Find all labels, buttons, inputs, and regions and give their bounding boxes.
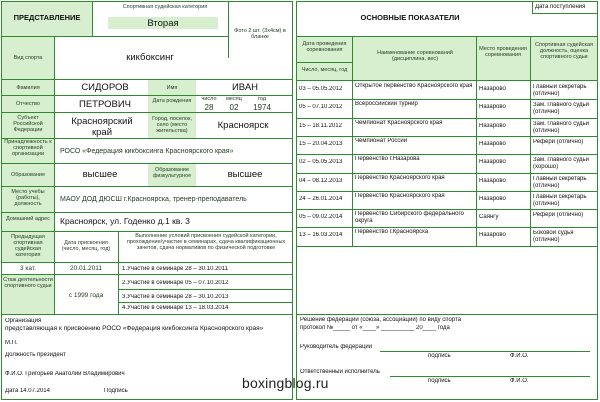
head-label: Руководитель федерации — [300, 344, 373, 350]
row-place: Назарово — [479, 104, 506, 110]
work-value: МАОУ ДОД ДЮСШ г.Красноярска, тренер-преподаватель — [60, 196, 247, 203]
bottom-date: Дата 14.07.2014 — [5, 388, 50, 394]
row-competition: Первенство г.Красноярска — [355, 229, 429, 235]
bottom-sign: Подпись — [104, 388, 128, 394]
address-label: Домашний адрес — [6, 216, 50, 222]
col-date-header: Дата проведения соревнования — [302, 41, 347, 53]
row-date: 24 – 26.01.2014 — [299, 196, 343, 202]
col-place-header: Место проведения соревнования — [479, 46, 527, 58]
row-competition: Первенство г.Назарова — [355, 156, 420, 162]
name-value: ИВАН — [231, 82, 259, 93]
row-role: Зам. главного судьи (отлично) — [533, 121, 589, 134]
row-date: 04 – 08.12.2013 — [299, 178, 343, 184]
edu-phys-value: высшее — [227, 169, 263, 180]
date-received-label: Дата поступления — [535, 4, 586, 10]
row-role: Зам. главного судьи (хорошо) — [533, 157, 589, 170]
row-competition: Открытое первенство Красноярского края — [355, 83, 473, 89]
birth-year-header: год — [257, 96, 267, 102]
executor-fio-label: Ф.И.О. — [510, 378, 529, 384]
exp-label: Стаж деятельности спортивного судьи — [3, 277, 53, 289]
row-place: Назарово — [479, 196, 506, 202]
row-place: Назарово — [479, 178, 506, 184]
city-value: Красноярск — [217, 120, 269, 131]
birth-month-header: месяц — [226, 96, 242, 102]
assign-date-label: Дата присвоения (число, месяц, год) — [61, 240, 111, 252]
sport-value: кикбоксинг — [126, 52, 174, 63]
row-place: Назарово — [479, 159, 506, 165]
row-place: Назарово — [479, 123, 506, 129]
row-competition: Всероссийский турнир — [355, 101, 418, 107]
head-fio-label: Ф.И.О. — [510, 353, 529, 359]
org-value: РОСО «Федерация кикбоксинга Красноярского края» — [60, 148, 234, 155]
surname-label: Фамилия — [16, 85, 40, 91]
prev-cat-label: Предыдущая спортивная судейская категория — [11, 234, 45, 258]
row-place: Саянгу — [479, 214, 499, 220]
prev-cat-value: 3 кат. — [20, 265, 36, 272]
condition-2: 2.Участие в семинаре 05 – 07.10.2012 — [122, 280, 229, 286]
subject-label: Субъект Российской Федерации — [13, 115, 43, 133]
name-label: Имя — [166, 85, 178, 91]
category-value: Вторая — [147, 18, 179, 29]
row-competition: Первенство Красноярского края — [355, 193, 445, 199]
subject-value: Красноярский край — [71, 116, 133, 138]
org-label: Принадлежность к спортивной организации — [4, 139, 52, 157]
bottom-mp: М.П. — [5, 340, 18, 346]
decision-line-2: протокол №_____ от «____» __________ 20____ года — [300, 325, 450, 331]
col-name-header: Наименование соревнований (дисциплина, вес) — [377, 50, 453, 62]
row-date: 05 – 07.10.2012 — [299, 104, 343, 110]
col-date-sub: Число, месяц, год — [301, 67, 348, 73]
row-role: Главный секретарь (отлично) — [533, 194, 587, 207]
row-competition: Первенство Красноярского края — [355, 175, 445, 181]
row-role: Зам. главного судьи (отлично) — [533, 102, 589, 115]
condition-4: 4.Участие в семинаре 13 – 18.03.2014 — [122, 305, 229, 311]
bottom-pred: представляющая к присвоению РОСО «Федерация кикбоксинга Красноярского края» — [5, 325, 264, 332]
work-label: Место учебы (работы), должность — [11, 189, 45, 207]
surname-value: СИДОРОВ — [81, 82, 129, 93]
row-place: Назарово — [479, 232, 506, 238]
row-date: 05 – 09.02.2014 — [299, 214, 343, 220]
row-date: 15 – 18.11.2012 — [299, 123, 342, 129]
city-label: Город, поселок, село (место жительства) — [152, 116, 192, 134]
row-competition: Первенство Сибирского федерального округа — [355, 211, 464, 224]
patronymic-label: Отчество — [16, 101, 40, 107]
row-date: 15 – 20.04.2013 — [299, 141, 343, 147]
address-value: Красноярск, ул. Годенко д.1 кв. 3 — [60, 216, 190, 226]
bottom-fio: Ф.И.О. Григорьев Анатолий Владимирович — [5, 371, 125, 377]
right-title: ОСНОВНЫЕ ПОКАЗАТЕЛИ — [360, 14, 460, 21]
decision-line-1: Решение федерации (союза, ассоциации) по виду спорта — [300, 317, 462, 323]
row-role: Рефери (отлично) — [533, 212, 584, 218]
executor-label: Ответственный исполнитель — [300, 369, 380, 375]
left-title: ПРЕДСТАВЛЕНИЕ — [13, 12, 81, 22]
edu-phys-label: Образование физкультурное — [152, 167, 192, 179]
row-role: Главный секретарь (отлично) — [533, 176, 587, 189]
category-label: Спортивная судейская категория — [122, 4, 208, 10]
row-place: Назарово — [479, 86, 506, 92]
row-role: Боковой судья (отлично) — [533, 230, 574, 243]
edu-label: Образование — [10, 172, 46, 178]
exp-value: с 1999 года — [68, 292, 104, 299]
executor-sign-label: подпись — [428, 378, 451, 384]
birth-day-header: число — [201, 96, 217, 102]
patronymic-value: ПЕТРОВИЧ — [79, 99, 131, 110]
row-date: 02 – 05.05.2013 — [299, 159, 343, 165]
row-date: 03 – 05.05.2012 — [299, 86, 343, 92]
prev-date-value: 20.01.2011 — [69, 265, 103, 272]
watermark-text: boxingblog.ru — [242, 375, 329, 391]
sport-label: Вид спорта — [13, 55, 43, 61]
birth-day: 28 — [204, 104, 214, 111]
birth-label: Дата рождения — [152, 98, 192, 104]
col-role-header: Спортивная судейская должность, оценка спортивного судьи — [534, 42, 594, 60]
photo-note: Фото 2 шт. (3х4см) в бланке — [234, 28, 286, 40]
condition-1: 1.Участие в семинаре 28 – 30.10.2011 — [122, 266, 228, 272]
bottom-org: Организация — [5, 318, 42, 324]
row-competition: Чемпионат Красноярского края — [355, 120, 443, 126]
birth-year: 1974 — [253, 104, 271, 111]
edu-value: высшее — [82, 169, 118, 180]
row-date: 13 – 16.03.2014 — [299, 232, 343, 238]
conditions-label: Выполнение условий присвоения судейской категории, прохождение/участие в семинарах, сдача квалификационных зачетов, сдача нормативов по физической подготовке — [126, 233, 286, 251]
birth-month: 02 — [229, 104, 239, 111]
head-sign-label: подпись — [428, 353, 451, 359]
condition-3: 3.Участие в семинаре 28 – 30.10.2013 — [122, 294, 229, 300]
bottom-post: Должность президент — [5, 352, 66, 358]
row-competition: Чемпионат России — [355, 138, 408, 144]
row-place: Назарово — [479, 141, 506, 147]
row-role: Главный секретарь (отлично) — [533, 84, 587, 97]
row-role: Рефери (отлично) — [533, 139, 584, 145]
